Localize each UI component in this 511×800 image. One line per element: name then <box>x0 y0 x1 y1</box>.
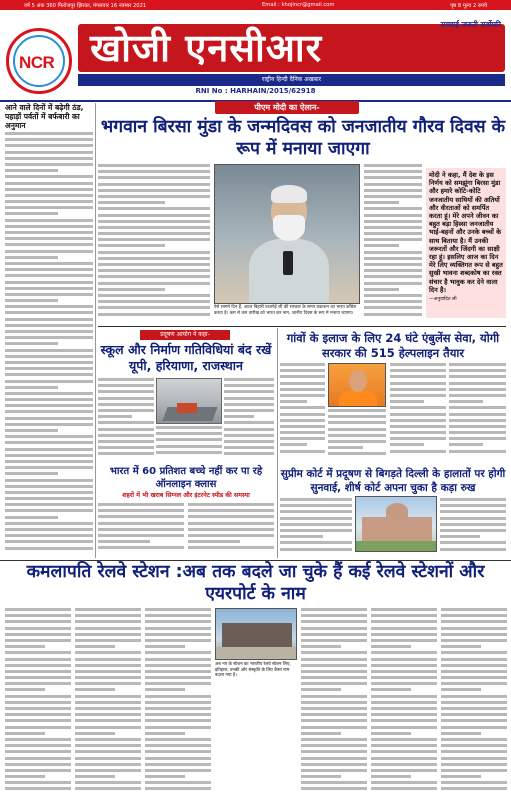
railway-headline: कमलापति रेलवे स्टेशन :अब तक बदले जा चुके हैं कई रेलवे स्टेशनों और एयरपोर्ट के नाम <box>26 562 485 604</box>
ambulance-body-column <box>390 363 446 462</box>
railway-body-column <box>145 608 211 798</box>
school-headline: स्कूल और निर्माण गतिविधियां बंद रखें यूपी, हरियाणा, राजस्थान <box>100 342 272 373</box>
divider <box>98 326 506 327</box>
railway-photo-caption: अब नए के स्टेशन का भारतीय रेलवे स्टेशन लिए, इतिहास, उनकी और संस्कृति के लिए कैसा नाम बदला गया है। <box>215 662 291 679</box>
top-strip <box>0 0 511 10</box>
lead-kicker: पीएम मोदी का ऐलान- <box>215 101 359 114</box>
online-class-headline: भारत में 60 प्रतिशत बच्चे नहीं कर पा रहे ऑनलाइन क्लास <box>109 466 263 490</box>
online-class-subheadline: शहरों में भी खराब सिग्नल और इंटरनेट स्पीड की समस्या <box>122 492 250 499</box>
online-class-body-column <box>98 503 184 556</box>
ambulance-body-column <box>449 363 506 462</box>
school-body-column <box>156 426 222 462</box>
quote-box <box>426 168 506 318</box>
newspaper-title: खोजी एनसीआर <box>90 26 323 70</box>
issue-info: वर्ष 5 अंक 360 फिरोजपुर झिरका, मंगलवार 16 नवम्बर 2021 <box>24 3 147 9</box>
page-price: पृष्ठ 8 मूल्य 2 रुपये <box>450 3 487 9</box>
left-column-body <box>5 132 93 554</box>
ncr-logo: NCR <box>6 28 72 94</box>
railway-body-column <box>5 608 71 798</box>
subtitle-bar: राष्ट्रीय हिन्दी दैनिक अखबार <box>78 74 505 86</box>
railway-body-column <box>371 608 437 798</box>
ambulance-body-column <box>280 363 325 462</box>
school-body-column <box>98 378 154 462</box>
column-divider <box>277 328 278 558</box>
ambulance-body-column <box>328 409 386 462</box>
column-divider <box>95 103 96 558</box>
court-headline: सुप्रीम कोर्ट में प्रदूषण से बिगड़ते दिल्ली के हालातों पर होगी सुनवाई, शीर्ष कोर्ट अपना चुका है कड़ा रुख <box>280 468 506 494</box>
court-body-column <box>440 498 506 556</box>
school-kicker: प्रदूषण आयोग ने कहा- <box>140 330 230 340</box>
masthead <box>0 10 511 82</box>
pm-modi-photo <box>214 164 360 304</box>
school-body-column <box>224 378 274 462</box>
smog-photo <box>156 378 222 424</box>
railway-body-column <box>301 608 367 798</box>
railway-body-column <box>441 608 507 798</box>
lead-body-column <box>98 164 210 324</box>
tagline: सच्चाई जरूरी सर्वोपरि <box>440 20 501 29</box>
railway-station-photo <box>215 608 297 660</box>
yogi-photo <box>328 363 386 407</box>
photo-caption: ऐसे सामने दिन हैं, अटल बिहारी वाजपेई जी की सरकार के समय प्रकाशन का भारत काँग्रेस करता है। कम से कम तारीख को भारत कर नाम, जानीय दिवस के रूप में मनाया जाएगा। <box>214 305 357 316</box>
title-box <box>78 24 505 72</box>
supreme-court-photo <box>355 496 437 552</box>
ambulance-headline: गांवों के इलाज के लिए 24 घंटे एंबुलेंस सेवा, योगी सरकार की 515 हेल्पलाइन तैयार <box>286 331 500 360</box>
railway-body-column <box>75 608 141 798</box>
rni-number: RNI No : HARHAIN/2015/62918 <box>195 87 316 95</box>
online-class-body-column <box>188 503 274 556</box>
quote-byline: —अनुवादित ली <box>429 297 457 303</box>
quote-text: मोदी ने कहा, मैं देश के इस निर्णय को समझूंगा बिरसा मुंडा और हमारे कोटि-कोटि जनजातीय साथियों की अतियों और वीरताओं को समर्पित करता हूं। मेरे अपने जीवन का बहुत बड़ा हिस्सा जनजातीय भाई-बहनों और उनके बच्चों के साथ बिताया है। मैं उनकी जरूरतों और जिंदगी का साक्षी रहा हूं। इसलिए आज का दिन मेरे लिए व्यक्तिगत रूप से बहुत सुखी भावना शब्दकोष का रक्त संचार है भावुक कर देने वाला दिन है। <box>429 171 503 294</box>
court-body-column <box>280 498 352 556</box>
left-column-headline: आने वाले दिनों में बढ़ेगी ठंड, पहाड़ों पर्वतों में बर्फबारी का अनुमान <box>5 103 84 130</box>
lead-body-column <box>364 164 422 324</box>
email-contact: Email : khojincr@gmail.com <box>262 2 335 8</box>
lead-headline: भगवान बिरसा मुंडा के जन्मदिवस को जनजातीय गौरव दिवस के रूप में मनाया जाएगा <box>100 117 506 159</box>
